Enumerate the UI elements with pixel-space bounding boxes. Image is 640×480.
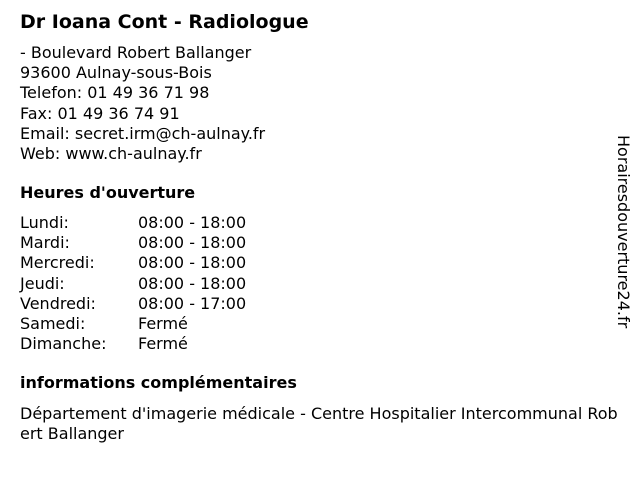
day-label: Dimanche: — [20, 334, 107, 354]
additional-info-text: Département d'imagerie médicale - Centre Hospitalier Intercommunal Robert Ballanger — [20, 404, 618, 444]
day-label: Vendredi: — [20, 293, 96, 313]
time-value: 08:00 - 17:00 — [138, 293, 247, 313]
time-value: Fermé — [138, 313, 188, 333]
time-value: 08:00 - 18:00 — [138, 273, 247, 293]
time-value: 08:00 - 18:00 — [138, 253, 247, 273]
street-address: - Boulevard Robert Ballanger — [20, 43, 252, 62]
page-title: Dr Ioana Cont - Radiologue — [20, 11, 309, 33]
time-value: Fermé — [138, 334, 188, 354]
opening-hours-table — [20, 213, 320, 354]
site-watermark: Horairesdouverture24.fr — [614, 135, 633, 329]
day-label: Jeudi: — [20, 273, 65, 293]
hours-row-saturday — [20, 314, 320, 334]
opening-hours-heading: Heures d'ouverture — [20, 183, 196, 202]
day-label: Mardi: — [20, 233, 70, 253]
hours-row-friday — [20, 294, 320, 314]
hours-row-sunday — [20, 334, 320, 354]
time-value: 08:00 - 18:00 — [138, 233, 247, 253]
city-postcode: 93600 Aulnay-sous-Bois — [20, 63, 212, 83]
hours-row-wednesday — [20, 253, 320, 273]
day-label: Mercredi: — [20, 253, 95, 273]
day-label: Samedi: — [20, 313, 86, 333]
phone-line: Telefon: 01 49 36 71 98 — [20, 83, 210, 103]
hours-row-monday — [20, 213, 320, 233]
day-label: Lundi: — [20, 213, 69, 232]
time-value: 08:00 - 18:00 — [138, 213, 247, 232]
hours-row-thursday — [20, 274, 320, 294]
email-line: Email: secret.irm@ch-aulnay.fr — [20, 123, 266, 143]
hours-row-tuesday — [20, 233, 320, 253]
web-line: Web: www.ch-aulnay.fr — [20, 143, 202, 163]
fax-line: Fax: 01 49 36 74 91 — [20, 103, 180, 123]
contact-block — [20, 43, 265, 164]
additional-info-heading: informations complémentaires — [20, 373, 297, 392]
